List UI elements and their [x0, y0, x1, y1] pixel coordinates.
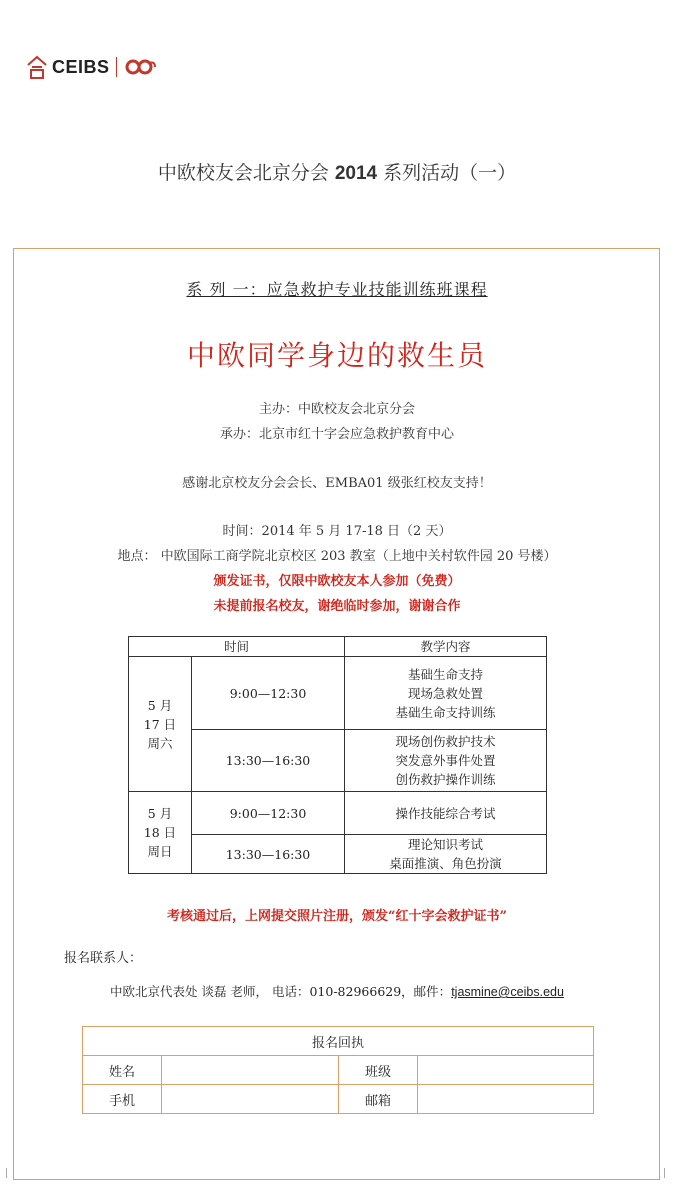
table-row [129, 792, 547, 835]
day2-cell [129, 792, 192, 874]
time-line: 时间：2014 年 5 月 17-18 日（2 天） [222, 524, 452, 539]
co-organizer: 承办：北京市红十字会应急救护教育中心 [219, 427, 454, 442]
phone-label: 手机 [83, 1085, 162, 1114]
schedule-header-time: 时间 [129, 637, 345, 657]
phone-field[interactable] [162, 1085, 339, 1114]
email-label: 邮箱 [339, 1085, 418, 1114]
certificate-notice: 考核通过后，上网提交照片注册，颁发“红十字会救护证书” [167, 909, 507, 924]
registration-form [82, 1026, 594, 1114]
document-title: 中欧校友会北京分会 2014 系列活动（一） [157, 162, 517, 184]
content-cell: 理论知识考试 桌面推演、角色扮演 [345, 835, 547, 874]
slot-cell: 13:30—16:30 [192, 730, 345, 792]
day1-weekday: 周六 [147, 735, 173, 751]
contact-email-link[interactable]: tjasmine@ceibs.edu [451, 985, 564, 999]
content-cell: 基础生命支持 现场急救处置 基础生命支持训练 [345, 657, 547, 730]
table-row [129, 657, 547, 730]
email-field[interactable] [418, 1085, 594, 1114]
contact-text: 中欧北京代表处 谈磊 老师， 电话：010-82966629，邮件： [110, 984, 452, 999]
notice-certificate: 颁发证书，仅限中欧校友本人参加（免费） [213, 574, 461, 589]
organizer: 主办：中欧校友会北京分会 [258, 402, 415, 417]
page-corner-mark [6, 1168, 7, 1178]
logo-text: CEIBS [52, 56, 110, 77]
class-field[interactable] [418, 1056, 594, 1085]
location-line: 地点： 中欧国际工商学院北京校区 203 教室（上地中关村软件园 20 号楼） [117, 549, 557, 564]
day2-weekday: 周日 [147, 844, 173, 859]
table-row [129, 835, 547, 874]
table-row [129, 730, 547, 792]
content-cell: 现场创伤救护技术 突发意外事件处置 创伤救护操作训练 [345, 730, 547, 792]
name-field[interactable] [162, 1056, 339, 1085]
day2-date: 5 月 18 日 [143, 806, 177, 840]
class-label: 班级 [339, 1056, 418, 1085]
contact-label: 报名联系人： [64, 951, 143, 966]
thanks-line: 感谢北京校友分会会长、EMBA01 级张红校友支持！ [182, 476, 492, 491]
ceibs-emblem-icon [26, 55, 48, 79]
logo-knot-icon [123, 57, 157, 77]
series-heading: 系 列 一：应急救护专业技能训练班课程 [186, 280, 488, 299]
slot-cell: 9:00—12:30 [192, 792, 345, 835]
logo-divider [116, 57, 117, 77]
ceibs-logo [26, 52, 157, 82]
content-cell: 操作技能综合考试 [345, 792, 547, 835]
registration-title: 报名回执 [83, 1027, 594, 1056]
notice-no-walkin: 未提前报名校友，谢绝临时参加，谢谢合作 [213, 599, 461, 614]
name-label: 姓名 [83, 1056, 162, 1085]
schedule-table [128, 636, 547, 874]
page-corner-mark [664, 1168, 665, 1178]
day1-cell [129, 657, 192, 792]
slot-cell: 13:30—16:30 [192, 835, 345, 874]
main-title: 中欧同学身边的救生员 [186, 339, 487, 372]
day1-date: 5 月 17 日 [143, 697, 177, 732]
schedule-header-content: 教学内容 [345, 637, 547, 657]
title-year: 2014 [334, 163, 378, 184]
slot-cell: 9:00—12:30 [192, 657, 345, 730]
contact-line [0, 982, 674, 1000]
